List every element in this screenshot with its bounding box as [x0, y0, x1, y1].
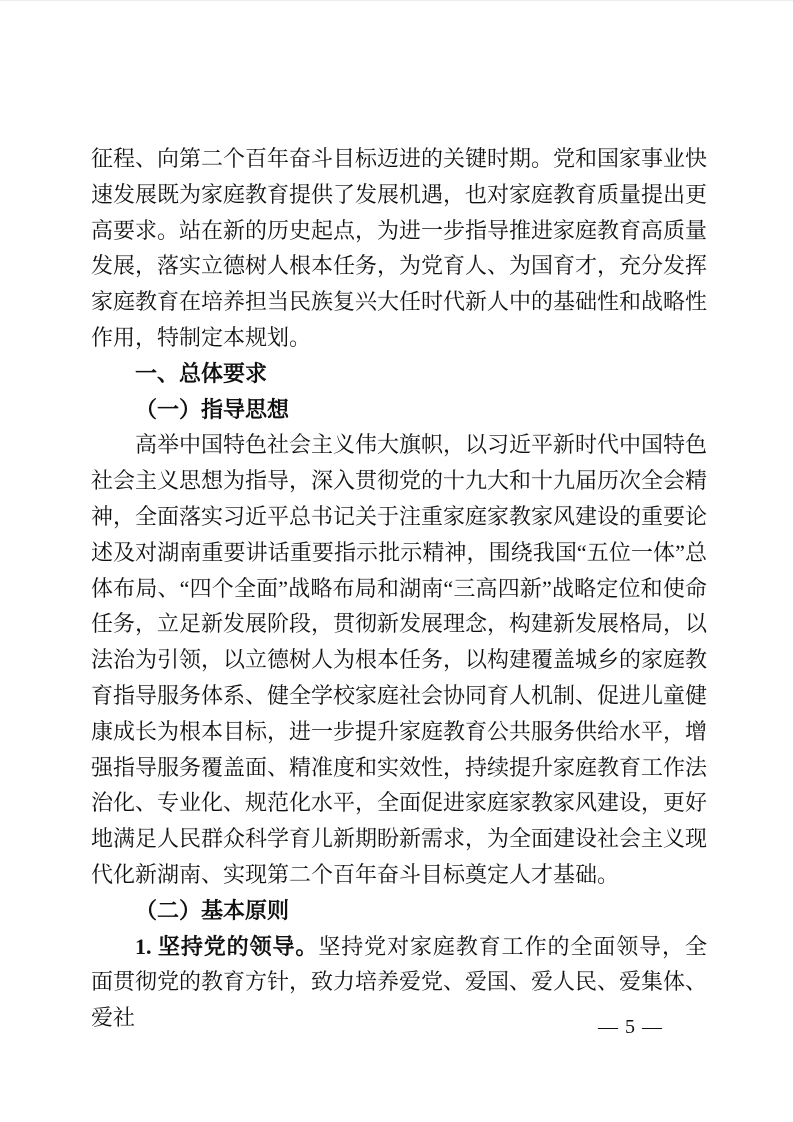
numbered-item-lead: 1. 坚持党的领导。 — [135, 933, 319, 959]
section-heading-overall-requirements: 一、总体要求 — [135, 360, 268, 386]
subsection-heading-basic-principles: （二）基本原则 — [135, 897, 290, 923]
page-number: — 5 — — [598, 1016, 663, 1038]
numbered-item-text: 坚持党对家庭教育工作的全面领导，全面贯彻党的教育方针，致力培养爱党、爱国、爱人民、爱集体、爱社 — [91, 933, 708, 1031]
document-body — [91, 141, 707, 1036]
subsection-heading-guiding-ideology: （一）指导思想 — [135, 396, 290, 422]
paragraph-guiding-ideology: 高举中国特色社会主义伟大旗帜，以习近平新时代中国特色社会主义思想为指导，深入贯彻党的十九大和十九届历次全会精神，全面落实习近平总书记关于注重家庭家教家风建设的重要论述及对湖南重要讲话重要指示批示精神，围绕我国“五位一体”总体布局、“四个全面”战略布局和湖南“三高四新”战略定位和使命任务，立足新发展阶段，贯彻新发展理念，构建新发展格局，以法治为引领，以立德树人为根本任务，以构建覆盖城乡的家庭教育指导服务体系、健全学校家庭社会协同育人机制、促进儿童健康成长为根本目标，进一步提升家庭教育公共服务供给水平，增强指导服务覆盖面、精准度和实效性，持续提升家庭教育工作法治化、专业化、规范化水平，全面促进家庭家教家风建设，更好地满足人民群众科学育儿新期盼新需求，为全面建设社会主义现代化新湖南、实现第二个百年奋斗目标奠定人才基础。 — [91, 432, 708, 887]
paragraph-continuation: 征程、向第二个百年奋斗目标迈进的关键时期。党和国家事业快速发展既为家庭教育提供了发展机遇，也对家庭教育质量提出更高要求。站在新的历史起点，为进一步指导推进家庭教育高质量发展，落实立德树人根本任务，为党育人、为国育才，充分发挥家庭教育在培养担当民族复兴大任时代新人中的基础性和战略性作用，特制定本规划。 — [91, 146, 708, 350]
